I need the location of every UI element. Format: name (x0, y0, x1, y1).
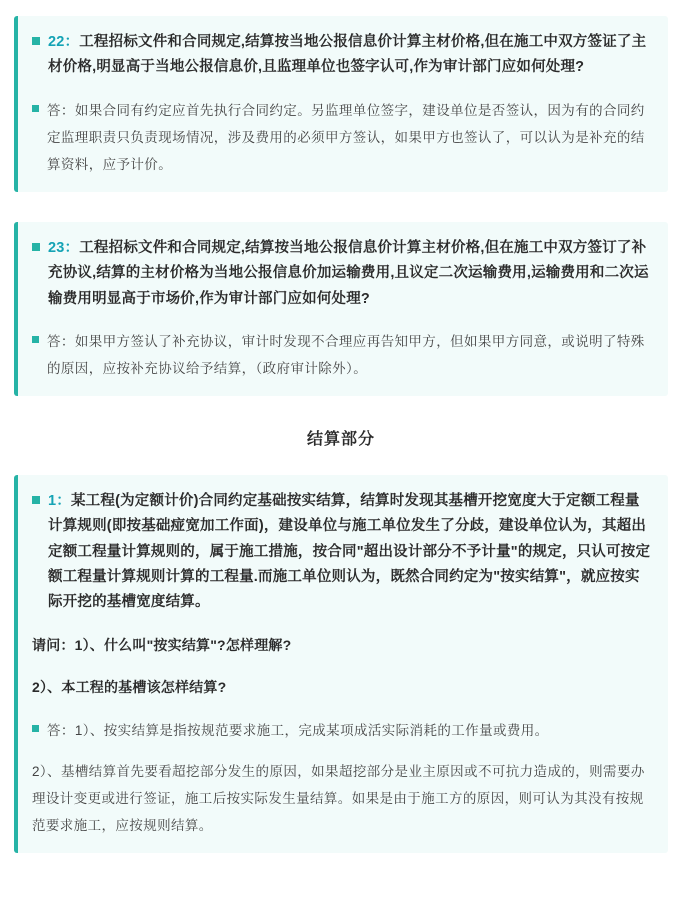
square-bullet-icon (32, 725, 39, 732)
question-sub-1: 请问：1）、什么叫"按实结算"?怎样理解? (32, 636, 292, 653)
question-number: 23： (48, 239, 80, 256)
answer-label: 答： (47, 102, 75, 118)
answer-text (47, 97, 652, 178)
question-block (32, 30, 652, 81)
question-number: 22： (48, 34, 80, 50)
question-body: 某工程(为定额计价)合同约定基础按实结算，结算时发现其基槽开挖宽度大于定额工程量计算规则(即按基础痖宽加工作面)，建设单位与施工单位发生了分歧，建设单位认为，其超出定额工程量计算规则的，属于施工措施，按合同"超出设计部分不予计量"的规定，只认可按定额工程量计算规则计算的工程量.而施工单位则认为，既然合同约定为"按实结算"，就应按实际开挖的基槽宽度结算。 (48, 492, 651, 611)
question-body: 工程招标文件和合同规定,结算按当地公报信息价计算主材价格,但在施工中双方签证了主材价格,明显高于当地公报信息价,且监理单位也签字认可,作为审计部门应如何处理? (48, 34, 647, 76)
answer-label: 答： (47, 722, 75, 738)
qa-card-23 (14, 222, 668, 396)
answer-label: 答： (47, 333, 75, 349)
answer-text (47, 328, 652, 382)
qa-card-1 (14, 475, 668, 853)
square-bullet-icon (32, 105, 39, 112)
section-title: 结算部分 (306, 430, 375, 448)
answer-body: 如果合同有约定应首先执行合同约定。另监理单位签字，建设单位是否签认，因为有的合同约定监理职责只负责现场情况，涉及费用的必须甲方签认，如果甲方也签认了，可以认为是补充的结算资料，应予计价。 (47, 102, 645, 172)
answer-block (32, 328, 652, 382)
question-block (32, 489, 652, 616)
square-bullet-icon (32, 243, 40, 251)
question-sub-2: 2）、本工程的基槽该怎样结算? (32, 679, 227, 696)
question-block (32, 236, 652, 312)
square-bullet-icon (32, 496, 40, 504)
answer-body-1: 1）、按实结算是指按规范要求施工，完成某项成活实际消耗的工作量或费用。 (74, 722, 549, 738)
answer-body-2: 2）、基槽结算首先要看超挖部分发生的原因，如果超挖部分是业主原因或不可抗力造成的，则需要办理设计变更或进行签证，施工后按实际发生量结算。如果是由于施工方的原因，则可认为其没有按规范要求施工，应按规则结算。 (32, 763, 645, 833)
question-body: 工程招标文件和合同规定,结算按当地公报信息价计算主材价格,但在施工中双方签订了补充协议,结算的主材价格为当地公报信息价加运输费用,且议定二次运输费用,运输费用和二次运输费用明显高于市场价,作为审计部门应如何处理? (48, 239, 649, 307)
answer-text (47, 717, 549, 744)
qa-card-22 (14, 16, 668, 192)
question-text (48, 489, 652, 616)
question-text (48, 30, 652, 81)
square-bullet-icon (32, 336, 39, 343)
answer-block (32, 717, 652, 744)
answer-block (32, 97, 652, 178)
question-text (48, 236, 652, 312)
answer-body: 如果甲方签认了补充协议，审计时发现不合理应再告知甲方，但如果甲方同意，或说明了特殊的原因，应按补充协议给予结算，（政府审计除外）。 (47, 333, 645, 376)
square-bullet-icon (32, 37, 40, 45)
question-number: 1： (48, 492, 71, 509)
